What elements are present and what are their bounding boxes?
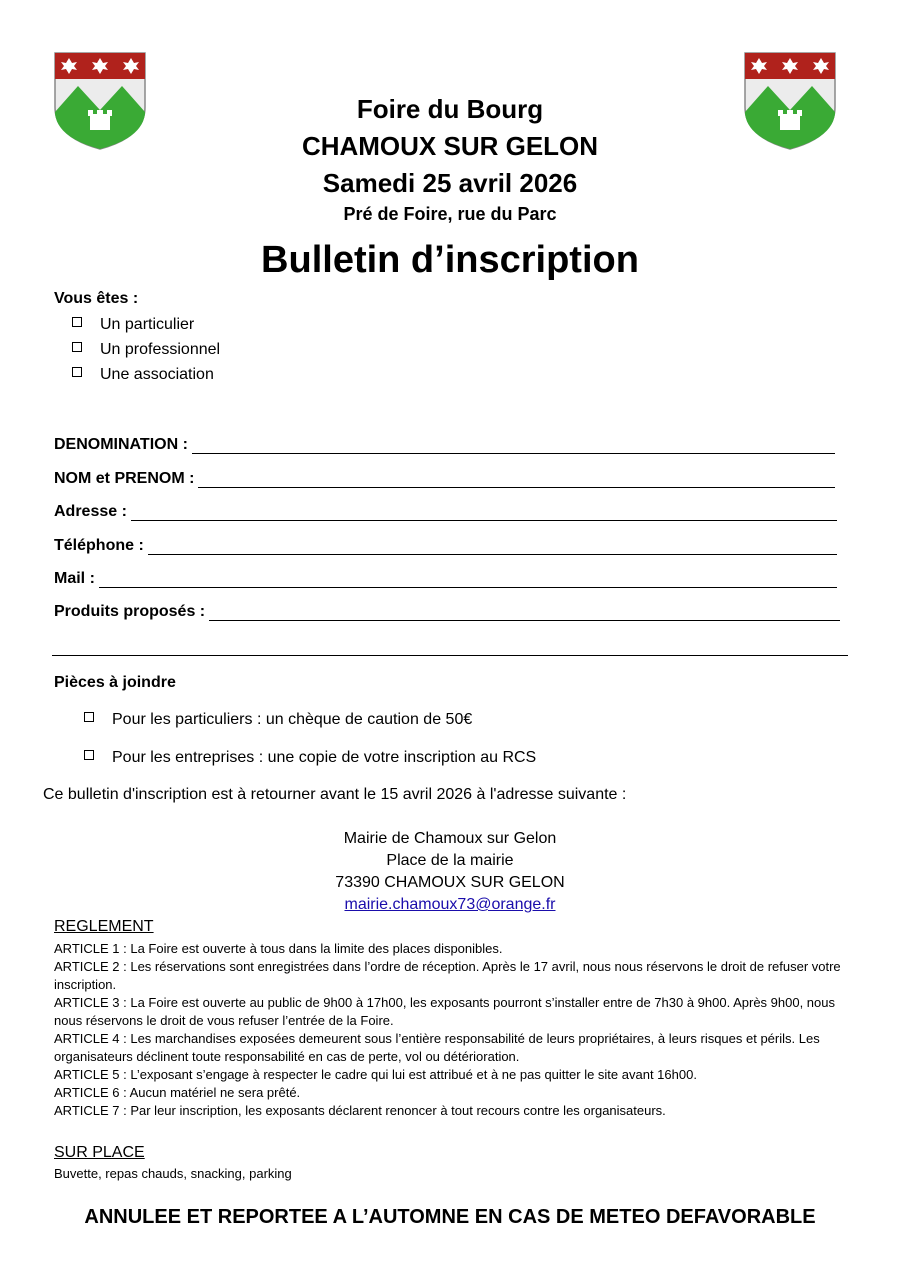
field-telephone[interactable]: Téléphone : [54,531,837,555]
return-note: Ce bulletin d'inscription est à retourner avant le 15 avril 2026 à l'adresse suivante : [43,786,627,803]
fill-line[interactable] [131,502,837,521]
town-name: CHAMOUX SUR GELON [301,131,599,161]
article-1: ARTICLE 1 : La Foire est ouverte à tous dans la limite des places disponibles. [54,941,503,956]
fill-line[interactable] [99,569,837,588]
document-item-entreprises: Pour les entreprises : une copie de votre inscription au RCS [84,746,536,770]
checkbox-icon[interactable] [72,317,82,327]
address-line-2: Place de la mairie [386,852,514,869]
event-name: Foire du Bourg [356,94,544,124]
checkbox-icon[interactable] [84,750,94,760]
article-7: ARTICLE 7 : Par leur inscription, les exposants déclarent renoncer à tout recours contre les organisateurs. [54,1103,666,1118]
on-site-text: Buvette, repas chauds, snacking, parking [54,1166,292,1181]
field-nom-prenom[interactable]: NOM et PRENOM : [54,464,835,488]
fill-line[interactable] [198,469,835,488]
article-3: ARTICLE 3 : La Foire est ouverte au public de 9h00 à 17h00, les exposants pourront s’installer entre de 7h30 à 9h00. Après 9h00, nous nous réservons le droit de vous refuser l’entrée de la Foire. [54,995,835,1028]
field-adresse[interactable]: Adresse : [54,497,837,521]
article-6: ARTICLE 6 : Aucun matériel ne sera prêté. [54,1085,301,1100]
email-link[interactable]: mairie.chamoux73@orange.fr [344,896,556,913]
option-professionnel[interactable]: Un professionnel [72,338,220,362]
fill-line[interactable] [192,435,835,454]
article-5: ARTICLE 5 : L’exposant s’engage à respecter le cadre qui lui est attribué et à ne pas quitter le site avant 16h00. [54,1067,697,1082]
extra-fill-line[interactable] [52,655,848,656]
checkbox-icon[interactable] [72,367,82,377]
rules-list [54,940,854,1120]
event-place: Pré de Foire, rue du Parc [343,204,557,224]
documents-label: Pièces à joindre [54,674,176,691]
checkbox-icon[interactable] [72,342,82,352]
cancellation-notice: ANNULEE ET REPORTEE A L’AUTOMNE EN CAS DE METEO DEFAVORABLE [84,1206,816,1228]
address-line-1: Mairie de Chamoux sur Gelon [343,830,557,847]
rules-title: REGLEMENT [54,918,154,935]
on-site-title: SUR PLACE [54,1144,145,1161]
document-item-particuliers: Pour les particuliers : un chèque de caution de 50€ [84,708,472,732]
option-association[interactable]: Une association [72,363,214,387]
article-4: ARTICLE 4 : Les marchandises exposées demeurent sous l’entière responsabilité de leurs propriétaires, à leurs risques et périls. Les organisateurs déclinent toute responsabilité en cas de perte, vol ou détérioration. [54,1031,820,1064]
you-are-label: Vous êtes : [54,290,139,307]
fill-line[interactable] [209,602,840,621]
field-denomination[interactable]: DENOMINATION : [54,430,835,454]
option-particulier[interactable]: Un particulier [72,313,194,337]
field-mail[interactable]: Mail : [54,564,837,588]
checkbox-icon[interactable] [84,712,94,722]
field-produits[interactable]: Produits proposés : [54,597,840,621]
event-date: Samedi 25 avril 2026 [322,168,578,198]
form-title: Bulletin d’inscription [261,239,639,281]
article-2: ARTICLE 2 : Les réservations sont enregistrées dans l’ordre de réception. Après le 17 avril, nous nous réservons le droit de refuser votre inscription. [54,959,841,992]
address-line-3: 73390 CHAMOUX SUR GELON [335,874,565,891]
fill-line[interactable] [148,536,837,555]
